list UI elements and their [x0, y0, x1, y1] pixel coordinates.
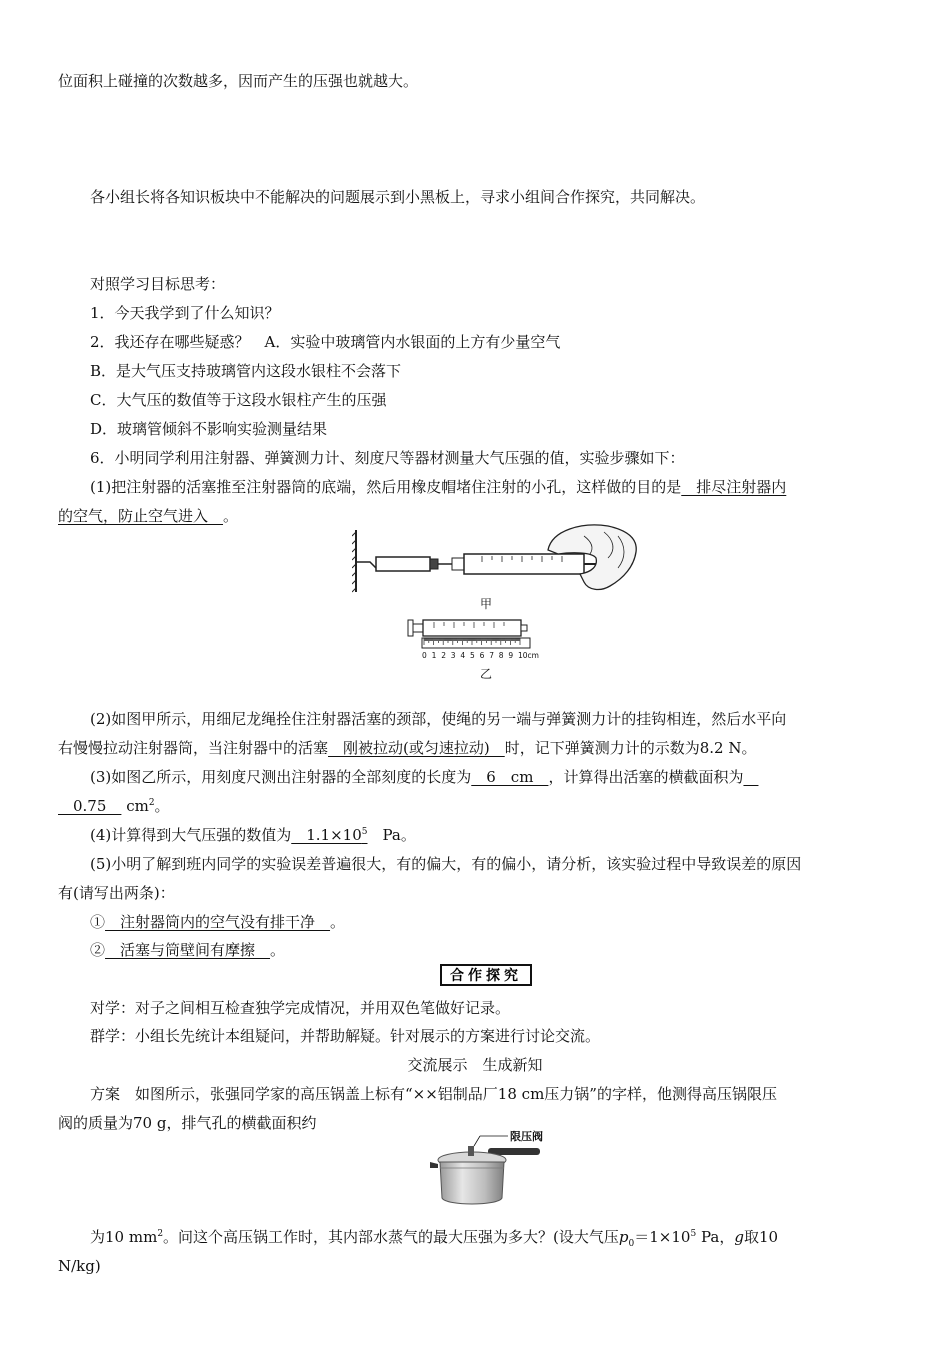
text-line: 1．今天我学到了什么知识？ [90, 304, 280, 322]
answer-underline [743, 768, 758, 786]
text-span: 右慢慢拉动注射器筒，当注射器中的活塞 [58, 739, 329, 757]
ruler-tick-label: 10cm [518, 651, 539, 660]
ruler-tick-label: 0 [422, 651, 427, 660]
text-span: ② [90, 941, 106, 959]
text-span: 。 [223, 507, 239, 525]
section-title: 交流展示 生成新知 [407, 1056, 543, 1074]
question-6-part-1-cont [58, 505, 238, 527]
figure-jia-syringe-apparatus [352, 522, 642, 614]
text-line: 阀的质量为70 g，排气孔的横截面积约 [58, 1114, 317, 1132]
ruler-tick-label: 1 [431, 651, 437, 660]
figure-jia-label: 甲 [480, 597, 493, 611]
question-6-part-4 [90, 824, 416, 846]
text-span: ，计算得出活塞的横截面积为 [548, 768, 744, 786]
text-span: 1.1×10 [291, 826, 362, 844]
answer-underline: 排尽注射器内 [681, 478, 787, 496]
text-span: 。问这个高压锅工作时，其内部水蒸气的最大压强为多大？(设大气压 [163, 1228, 619, 1246]
ruler-tick-label: 7 [489, 651, 494, 660]
text-span: ＝1×10 [634, 1228, 691, 1246]
text-line: 方案 如图所示，张强同学家的高压锅盖上标有“××铝制品厂18 cm压力锅”的字样，他测得高压锅限压 [90, 1085, 777, 1103]
figure-yi-syringe-ruler [404, 616, 544, 682]
superscript: 2 [148, 798, 155, 808]
question-6-part-2-cont [58, 737, 756, 759]
ruler-tick-label: 8 [498, 651, 504, 660]
ruler-tick-label: 3 [450, 651, 456, 660]
text-span: 。 [330, 913, 346, 931]
ruler-tick-label: 2 [441, 651, 446, 660]
answer-underline: 注射器筒内的空气没有排干净 [105, 913, 331, 931]
figure-yi-label: 乙 [480, 667, 493, 681]
text-line [90, 1226, 778, 1255]
text-line: B．是大气压支持玻璃管内这段水银柱不会落下 [90, 362, 402, 380]
text-line: 位面积上碰撞的次数越多，因而产生的压强也就越大。 [58, 72, 419, 90]
italic-var: g [734, 1228, 744, 1246]
text-span: (1)把注射器的活塞推至注射器筒的底端，然后用橡皮帽堵住注射的小孔，这样做的目的是 [90, 478, 682, 496]
text-line: 对学：对子之间相互检查独学完成情况，并用双色笔做好记录。 [90, 999, 511, 1017]
ruler-tick-label: 4 [460, 651, 466, 660]
badge-text: 合作探究 [450, 968, 522, 984]
text-span: 时，记下弹簧测力计的示数为8.2 N。 [504, 739, 757, 757]
valve-label: 限压阀 [510, 1130, 543, 1143]
text-line: 2．我还存在哪些疑惑？ A．实验中玻璃管内水银面的上方有少量空气 [90, 333, 561, 351]
text-span: (3)如图乙所示，用刻度尺测出注射器的全部刻度的长度为 [90, 768, 472, 786]
superscript: 2 [157, 1229, 164, 1239]
text-line: 各小组长将各知识板块中不能解决的问题展示到小黑板上，寻求小组间合作探究，共同解决。 [90, 188, 706, 206]
question-6-heading: 6．小明同学利用注射器、弹簧测力计、刻度尺等器材测量大气压强的值，实验步骤如下： [90, 449, 685, 467]
question-6-part-2: (2)如图甲所示，用细尼龙绳拴住注射器活塞的颈部，使绳的另一端与弹簧测力计的挂钩相连，然后水平向 [90, 710, 787, 728]
ruler-tick-label: 9 [508, 651, 514, 660]
question-6-part-1 [90, 476, 786, 498]
italic-var: p [618, 1228, 629, 1246]
ruler-tick-label: 6 [479, 651, 485, 660]
text-line: C．大气压的数值等于这段水银柱产生的压强 [90, 391, 387, 409]
text-span: ① [90, 913, 106, 931]
text-line: 群学：小组长先统计本组疑问，并帮助解疑。针对展示的方案进行讨论交流。 [90, 1027, 601, 1045]
text-span: (4)计算得到大气压强的数值为 [90, 826, 292, 844]
question-6-part-5: (5)小明了解到班内同学的实验误差普遍很大，有的偏大，有的偏小，请分析，该实验过程中导致误差的原因 [90, 855, 802, 873]
superscript: 5 [690, 1229, 697, 1239]
text-line: D．玻璃管倾斜不影响实验测量结果 [90, 420, 328, 438]
answer-reason-2 [90, 939, 285, 961]
text-span: 。 [154, 797, 170, 815]
text-span: Pa。 [367, 826, 416, 844]
text-span: 为10 mm [90, 1228, 158, 1246]
answer-underline [291, 826, 367, 844]
text-line: 对照学习目标思考： [90, 275, 226, 293]
text-span: 。 [270, 941, 286, 959]
answer-underline: 的空气，防止空气进入 [58, 507, 224, 525]
subscript: 0 [628, 1239, 635, 1249]
question-6-part-3 [90, 766, 758, 788]
figure-pressure-cooker [428, 1128, 564, 1208]
answer-reason-1 [90, 911, 345, 933]
text-span: 取10 [743, 1228, 779, 1246]
text-span: cm [126, 797, 149, 815]
question-6-part-5-cont: 有(请写出两条)： [58, 884, 175, 902]
section-badge-cooperative-inquiry [440, 964, 532, 986]
answer-underline: 6 cm [471, 768, 549, 786]
text-line: N/kg) [58, 1257, 101, 1275]
answer-underline: 刚被拉动(或匀速拉动) [328, 739, 505, 757]
ruler-tick-label: 5 [470, 651, 475, 660]
answer-underline: 0.75 [58, 797, 122, 815]
answer-underline: 活塞与筒壁间有摩擦 [105, 941, 271, 959]
superscript: 5 [361, 827, 368, 837]
text-span: Pa， [696, 1228, 735, 1246]
question-6-part-3-cont [58, 795, 170, 817]
